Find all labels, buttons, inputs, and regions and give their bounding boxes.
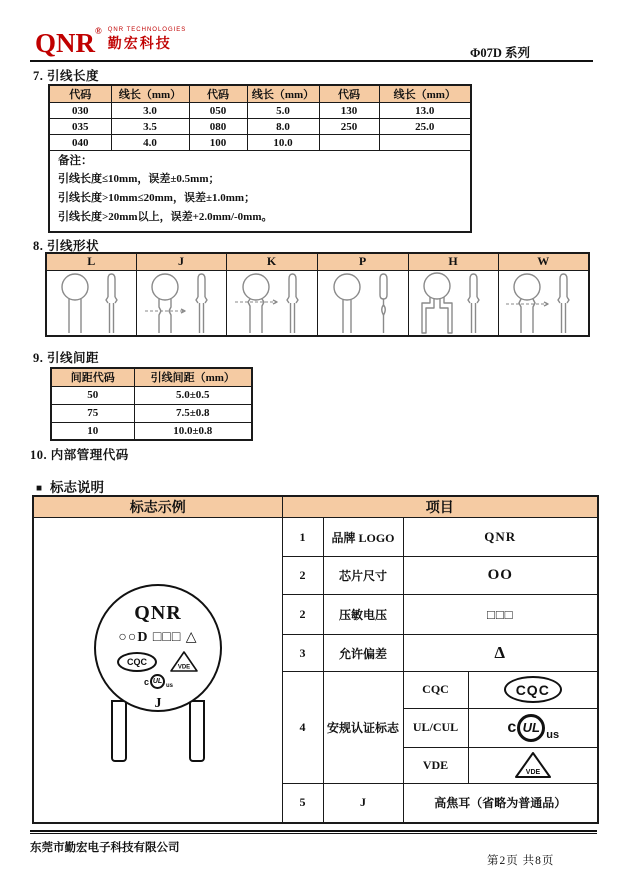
- page-number: 第2页 共8页: [487, 855, 555, 867]
- footer-company-name: 东莞市勤宏电子科技有限公司: [30, 840, 180, 854]
- disc-grade-mark: J: [154, 696, 162, 711]
- lead-shape-L-diagram: [46, 270, 136, 336]
- logo-right-block: [108, 27, 187, 53]
- note-line: 引线长度>20mm以上，误差+2.0mm/-0mm。: [58, 211, 273, 223]
- cell: 13.0: [379, 103, 471, 119]
- column-header-item: 项目: [282, 496, 598, 518]
- ul-c-text: c: [143, 676, 149, 687]
- ul-letters: UL: [150, 674, 165, 689]
- shape-code: L: [46, 253, 136, 270]
- cqc-logo-text: CQC: [504, 676, 562, 703]
- row-number: 2: [282, 557, 323, 595]
- ul-c-text: c: [507, 718, 517, 736]
- shape-code: H: [408, 253, 498, 270]
- varistor-marking-diagram: [34, 518, 282, 822]
- section10-title: 10. 内部管理代码: [30, 448, 129, 462]
- shape-drawings-row: [46, 270, 589, 336]
- note-line: 引线长度≤10mm，误差±0.5mm；: [58, 173, 220, 185]
- logo-brand-text: QNR: [35, 28, 95, 58]
- cell: 100: [189, 135, 247, 151]
- cell: 5.0±0.5: [134, 386, 252, 404]
- cell: 035: [49, 119, 111, 135]
- table-row: [49, 103, 471, 119]
- column-header-example: 标志示例: [33, 496, 282, 518]
- lead-shape-P-diagram: [317, 270, 408, 336]
- marking-title-text: 标志说明: [50, 480, 105, 495]
- notes-cell: [49, 151, 471, 233]
- row-value: OO: [403, 557, 598, 595]
- cert-name: UL/CUL: [403, 708, 468, 747]
- row-label: 芯片尺寸: [323, 557, 403, 595]
- disc-cert-logos: [96, 650, 220, 673]
- ul-letters: UL: [517, 714, 545, 742]
- column-header: 线长（mm）: [379, 85, 471, 103]
- column-header: 代码: [49, 85, 111, 103]
- cell: 130: [319, 103, 379, 119]
- row-label: J: [323, 783, 403, 823]
- cell: 10.0: [247, 135, 319, 151]
- notes-title: 备注：: [58, 155, 93, 167]
- registered-trademark-icon: ®: [95, 26, 102, 36]
- marking-table: [32, 495, 599, 824]
- row-value: QNR: [403, 518, 598, 557]
- column-header: 代码: [189, 85, 247, 103]
- ul-us-text: us: [166, 682, 174, 689]
- cell: 25.0: [379, 119, 471, 135]
- row-value: 高焦耳（省略为普通品）: [403, 783, 598, 823]
- row-number: 5: [282, 783, 323, 823]
- table-row: [51, 404, 252, 422]
- logo-chinese-name: 勤宏科技: [107, 37, 172, 52]
- table-row: [51, 386, 252, 404]
- cell: 080: [189, 119, 247, 135]
- note-line: 引线长度>10mm≤20mm，误差±1.0mm；: [58, 192, 256, 204]
- marking-example-cell: [33, 518, 282, 824]
- cell: [379, 135, 471, 151]
- table-row: [49, 135, 471, 151]
- row-label: 允许偏差: [323, 635, 403, 672]
- cell: 75: [51, 404, 134, 422]
- section9-title: 9. 引线间距: [33, 351, 100, 365]
- lead-shape-K-diagram: [226, 270, 317, 336]
- disc-code-marks: ○○D □□□ △: [118, 630, 198, 645]
- shape-code: W: [498, 253, 589, 270]
- footer-divider: [30, 830, 597, 834]
- cell: [319, 135, 379, 151]
- cell: 10: [51, 422, 134, 440]
- table-header-row: [46, 253, 589, 270]
- cell: 030: [49, 103, 111, 119]
- column-header: 线长（mm）: [111, 85, 189, 103]
- table-header-row: [51, 368, 252, 386]
- lead-spacing-table: [50, 367, 253, 441]
- svg-text:VDE: VDE: [525, 769, 540, 776]
- marking-section-title: [36, 476, 104, 496]
- row-value: Δ: [403, 635, 598, 672]
- column-header: 线长（mm）: [247, 85, 319, 103]
- row-label: 品牌 LOGO: [323, 518, 403, 557]
- table-row: [49, 119, 471, 135]
- table-row: [51, 422, 252, 440]
- cell: 4.0: [111, 135, 189, 151]
- column-header: 引线间距（mm）: [134, 368, 252, 386]
- disc-brand-text: QNR: [134, 602, 182, 624]
- section7-title: 7. 引线长度: [33, 69, 100, 83]
- row-value: □□□: [403, 595, 598, 635]
- cqc-oval-logo: CQC: [117, 652, 157, 672]
- row-number: 2: [282, 595, 323, 635]
- series-title: Φ07D 系列: [470, 46, 531, 60]
- lead-shape-J-diagram: [136, 270, 226, 336]
- cert-name: VDE: [403, 747, 468, 783]
- row-number: 3: [282, 635, 323, 672]
- ul-us-text: us: [546, 728, 560, 741]
- table-header-row: [33, 496, 598, 518]
- cell: 3.0: [111, 103, 189, 119]
- cell: 040: [49, 135, 111, 151]
- table-header-row: [49, 85, 471, 103]
- cell: 10.0±0.8: [134, 422, 252, 440]
- ul-cul-logo: [468, 708, 598, 747]
- notes-row: [49, 151, 471, 233]
- lead-shape-table: [45, 252, 590, 337]
- shape-code: J: [136, 253, 226, 270]
- logo-tagline: QNR TECHNOLOGIES: [107, 27, 187, 33]
- square-bullet-icon: ■: [36, 483, 43, 494]
- cqc-oval-logo: [468, 672, 598, 709]
- column-header: 代码: [319, 85, 379, 103]
- cell: 7.5±0.8: [134, 404, 252, 422]
- section8-title: 8. 引线形状: [33, 239, 100, 253]
- row-label: 安规认证标志: [323, 672, 403, 784]
- svg-text:VDE: VDE: [177, 664, 191, 671]
- vde-triangle-logo: [468, 747, 598, 783]
- vde-triangle-logo: [169, 650, 199, 673]
- row-number: 4: [282, 672, 323, 784]
- component-disc-body: [94, 584, 222, 712]
- lead-shape-W-diagram: [498, 270, 589, 336]
- row-number: 1: [282, 518, 323, 557]
- table-row: [33, 518, 598, 557]
- header-divider: [30, 60, 593, 62]
- cell: 050: [189, 103, 247, 119]
- cell: 250: [319, 119, 379, 135]
- shape-code: P: [317, 253, 408, 270]
- row-label: 压敏电压: [323, 595, 403, 635]
- lead-shape-H-diagram: [408, 270, 498, 336]
- lead-length-table: [48, 84, 472, 233]
- ul-cul-logo: [96, 674, 220, 689]
- cell: 8.0: [247, 119, 319, 135]
- cell: 50: [51, 386, 134, 404]
- company-logo: [35, 26, 186, 59]
- column-header: 间距代码: [51, 368, 134, 386]
- cell: 5.0: [247, 103, 319, 119]
- cell: 3.5: [111, 119, 189, 135]
- cert-name: CQC: [403, 672, 468, 709]
- shape-code: K: [226, 253, 317, 270]
